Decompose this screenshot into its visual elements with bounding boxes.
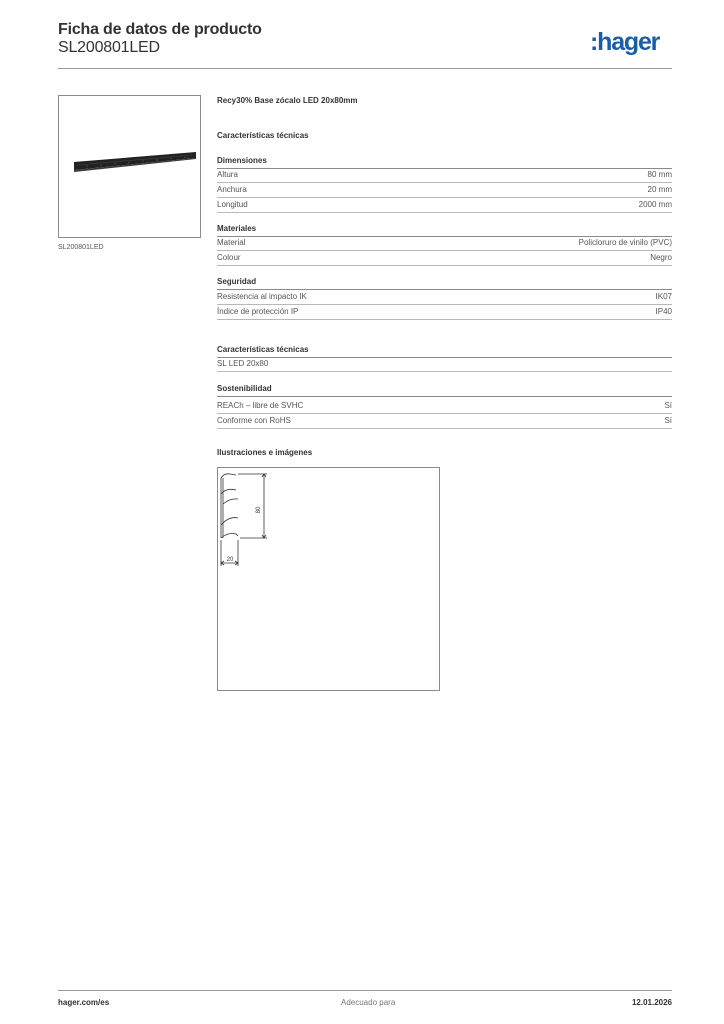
section-title-dimensions: Dimensiones — [217, 155, 672, 169]
spec-label: Anchura — [217, 185, 247, 194]
spec-value: Negro — [650, 253, 672, 262]
footer-date: 12.01.2026 — [631, 998, 672, 1007]
page-title: Ficha de datos de producto — [58, 21, 262, 38]
spec-label: Resistencia al impacto IK — [217, 292, 307, 301]
spec-row-sl-led — [217, 357, 672, 372]
spec-value: IK07 — [655, 292, 672, 301]
spec-row-length — [217, 198, 672, 213]
spec-label: REACh – libre de SVHC — [217, 401, 304, 410]
section-title-safety: Seguridad — [217, 276, 672, 290]
footer-website: hager.com/es — [58, 998, 110, 1007]
hager-logo — [590, 27, 674, 59]
spec-label: Longitud — [217, 200, 248, 209]
skirting-board-image — [59, 96, 202, 239]
spec-label: Altura — [217, 170, 238, 179]
footer-suitable-for: Adecuado para — [341, 998, 396, 1007]
spec-label: Índice de protección IP — [217, 307, 299, 316]
dimension-label-width: 20 — [226, 557, 234, 563]
section-title-sustainability: Sostenibilidad — [217, 383, 672, 397]
dimension-label-height: 80 — [256, 506, 262, 514]
spec-row-ip — [217, 305, 672, 320]
product-image-caption: SL200801LED — [58, 244, 104, 251]
spec-row-width — [217, 183, 672, 198]
spec-value: IP40 — [655, 307, 672, 316]
footer-divider — [58, 990, 672, 991]
spec-value: Sí — [664, 401, 672, 410]
product-name: Recy30% Base zócalo LED 20x80mm — [217, 96, 358, 105]
logo-text: :hager — [590, 28, 660, 56]
spec-row-rohs — [217, 414, 672, 429]
product-image — [58, 95, 201, 238]
section-title-materials: Materiales — [217, 223, 672, 237]
spec-row-reach — [217, 399, 672, 414]
spec-label: Material — [217, 238, 246, 247]
header-divider — [58, 68, 672, 69]
spec-row-colour — [217, 251, 672, 266]
spec-row-height — [217, 168, 672, 183]
spec-value: 80 mm — [647, 170, 672, 179]
profile-drawing — [218, 468, 441, 692]
section-title-illustrations: Ilustraciones e imágenes — [217, 448, 313, 457]
spec-row-material — [217, 236, 672, 251]
section-title-tech-2: Características técnicas — [217, 344, 672, 358]
spec-value: 2000 mm — [638, 200, 672, 209]
spec-value: Policloruro de vinilo (PVC) — [578, 238, 672, 247]
spec-label: SL LED 20x80 — [217, 359, 269, 368]
spec-label: Colour — [217, 253, 241, 262]
spec-value: Sí — [664, 416, 672, 425]
section-title-tech: Características técnicas — [217, 131, 309, 140]
spec-value: 20 mm — [647, 185, 672, 194]
product-reference: SL200801LED — [58, 39, 160, 56]
technical-drawing — [217, 467, 440, 691]
spec-label: Conforme con RoHS — [217, 416, 291, 425]
spec-row-ik — [217, 290, 672, 305]
